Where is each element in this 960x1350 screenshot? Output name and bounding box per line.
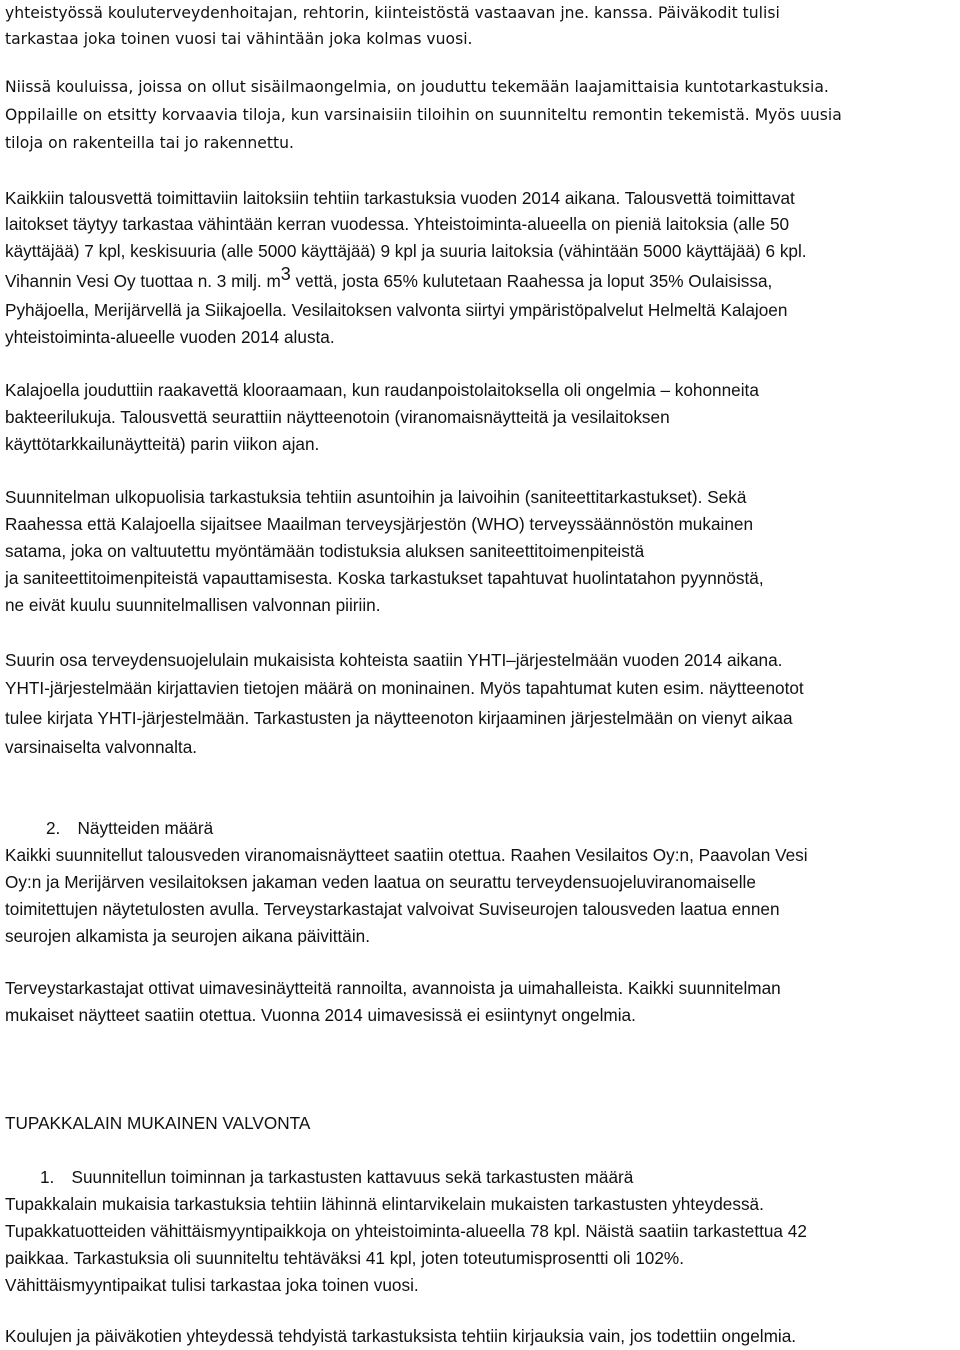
paragraph-line: Raahessa että Kalajoella sijaitsee Maailman terveysjärjestön (WHO) terveyssäännöstön mukainen	[5, 514, 754, 534]
paragraph-line: Terveystarkastajat ottivat uimavesinäytteitä rannoilta, avannoista ja uimahalleista. Kaikki suunnitelman	[5, 978, 781, 998]
paragraph-line: satama, joka on valtuutettu myöntämään todistuksia aluksen saniteettitoimenpiteistä	[5, 541, 645, 561]
section-heading: 1. Suunnitellun toiminnan ja tarkastusten kattavuus sekä tarkastusten määrä	[40, 1167, 634, 1187]
paragraph-line: Oppilaille on etsitty korvaavia tiloja, kun varsinaisiin tiloihin on suunniteltu remontin tekemistä. Myös uusia	[5, 106, 842, 124]
paragraph-line: ne eivät kuulu suunnitelmallisen valvonnan piiriin.	[5, 595, 381, 615]
paragraph-line: Koulujen ja päiväkotien yhteydessä tehdyistä tarkastuksista tehtiin kirjauksia vain, jos todettiin ongelmia.	[5, 1326, 797, 1346]
paragraph-line: Kalajoella jouduttiin raakavettä klooraamaan, kun raudanpoistolaitoksella oli ongelmia – kohonneita	[5, 380, 759, 400]
paragraph-line: Suunnitelman ulkopuolisia tarkastuksia tehtiin asuntoihin ja laivoihin (saniteettitarkastukset). Sekä	[5, 487, 747, 507]
paragraph-line: Oy:n ja Merijärven vesilaitoksen jakaman veden laatua on seurattu terveydensuojeluviranomaiselle	[5, 872, 756, 892]
paragraph-line: seurojen alkamista ja seurojen aikana päivittäin.	[5, 926, 370, 946]
paragraph-line: Vähittäismyyntipaikat tulisi tarkastaa joka toinen vuosi.	[5, 1275, 419, 1295]
paragraph-line: mukaiset näytteet saatiin otettua. Vuonna 2014 uimavesissä ei esiintynyt ongelmia.	[5, 1005, 636, 1025]
paragraph-line: käyttötarkkailunäytteitä) parin viikon ajan.	[5, 434, 320, 454]
paragraph-line: käyttäjää) 7 kpl, keskisuuria (alle 5000 käyttäjää) 9 kpl ja suuria laitoksia (vähintään 5000 käyttäjää) 6 kpl.	[5, 241, 807, 261]
paragraph-line-m3	[5, 264, 773, 293]
superscript: 3	[280, 264, 291, 284]
paragraph-line: paikkaa. Tarkastuksia oli suunniteltu tehtäväksi 41 kpl, joten toteutumisprosentti oli 102%.	[5, 1248, 684, 1268]
text-span: Vihannin Vesi Oy tuottaa n. 3 milj. m	[5, 271, 281, 291]
paragraph-line: Tupakkalain mukaisia tarkastuksia tehtiin lähinnä elintarvikelain mukaisten tarkastusten yhteydessä.	[5, 1194, 764, 1214]
paragraph-line: varsinaiselta valvonnalta.	[5, 737, 198, 757]
paragraph-line: yhteistyössä kouluterveydenhoitajan, rehtorin, kiinteistöstä vastaavan jne. kanssa. Päiväkodit tulisi	[5, 4, 780, 22]
paragraph-line: Niissä kouluissa, joissa on ollut sisäilmaongelmia, on jouduttu tekemään laajamittaisia kuntotarkastuksia.	[5, 78, 829, 96]
paragraph-line: yhteistoiminta-alueelle vuoden 2014 alusta.	[5, 327, 335, 347]
section-heading: 2. Näytteiden määrä	[46, 818, 214, 838]
paragraph-line: tarkastaa joka toinen vuosi tai vähintään joka kolmas vuosi.	[5, 30, 473, 48]
text-span: vettä, josta 65% kulutetaan Raahessa ja loput 35% Oulaisissa,	[290, 271, 773, 291]
paragraph-line: Suurin osa terveydensuojelulain mukaisista kohteista saatiin YHTI–järjestelmään vuoden 2014 aikana.	[5, 650, 783, 670]
paragraph-line: tiloja on rakenteilla tai jo rakennettu.	[5, 134, 294, 152]
paragraph-line: YHTI-järjestelmään kirjattavien tietojen määrä on moninainen. Myös tapahtumat kuten esim. näytteenotot	[5, 678, 804, 698]
paragraph-line: laitokset täytyy tarkastaa vähintään kerran vuodessa. Yhteistoiminta-alueella on pieniä laitoksia (alle 50	[5, 214, 790, 234]
paragraph-line: toimitettujen näytetulosten avulla. Terveystarkastajat valvoivat Suviseurojen talousveden laatua ennen	[5, 899, 780, 919]
paragraph-line: Kaikki suunnitellut talousveden viranomaisnäytteet saatiin otettua. Raahen Vesilaitos Oy:n, Paavolan Vesi	[5, 845, 808, 865]
paragraph-line: ja saniteettitoimenpiteistä vapauttamisesta. Koska tarkastukset tapahtuvat huolintatahon pyynnöstä,	[5, 568, 764, 588]
paragraph-line: bakteerilukuja. Talousvettä seurattiin näytteenotoin (viranomaisnäytteitä ja vesilaitoksen	[5, 407, 670, 427]
section-title: TUPAKKALAIN MUKAINEN VALVONTA	[5, 1113, 311, 1133]
paragraph-line: Tupakkatuotteiden vähittäismyyntipaikkoja on yhteistoiminta-alueella 78 kpl. Näistä saatiin tarkastettua 42	[5, 1221, 807, 1241]
paragraph-line: Kaikkiin talousvettä toimittaviin laitoksiin tehtiin tarkastuksia vuoden 2014 aikana. Talousvettä toimittavat	[5, 188, 795, 208]
paragraph-line: Pyhäjoella, Merijärvellä ja Siikajoella. Vesilaitoksen valvonta siirtyi ympäristöpalvelut Helmeltä Kalajoen	[5, 300, 788, 320]
paragraph-line: tulee kirjata YHTI-järjestelmään. Tarkastusten ja näytteenoton kirjaaminen järjestelmään on vienyt aikaa	[5, 708, 793, 728]
